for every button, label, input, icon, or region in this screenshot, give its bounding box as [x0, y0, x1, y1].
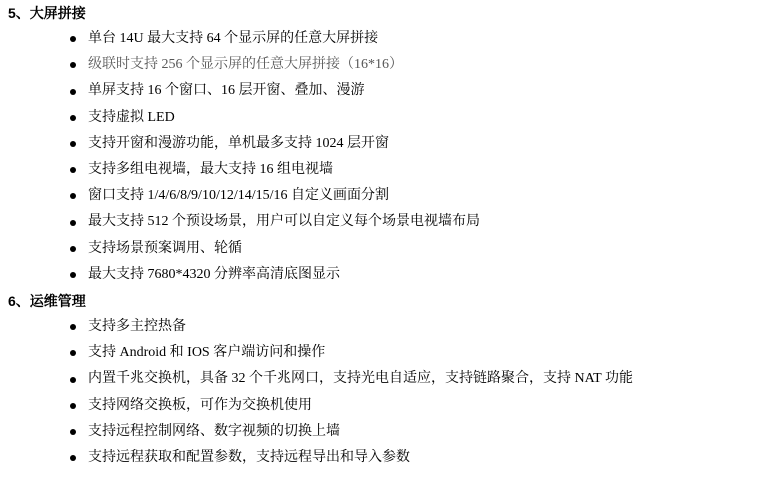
- bullet-icon: [70, 193, 76, 199]
- list-item: [0, 105, 778, 131]
- list-item: [0, 340, 778, 366]
- section-heading: 5、大屏拼接: [8, 5, 86, 21]
- list-item-text: 窗口支持 1/4/6/8/9/10/12/14/15/16 自定义画面分割: [88, 188, 390, 204]
- section-operation-maintenance: [0, 288, 778, 471]
- list-item-text: 支持场景预案调用、轮循: [88, 240, 242, 256]
- bullet-icon: [70, 167, 76, 173]
- list-item: [0, 262, 778, 288]
- list-item: [0, 131, 778, 157]
- bullet-icon: [70, 272, 76, 278]
- list-item-text: 支持虚拟 LED: [88, 109, 175, 125]
- bullet-icon: [70, 89, 76, 95]
- list-item: [0, 52, 778, 78]
- bullet-icon: [70, 36, 76, 42]
- bullet-icon: [70, 429, 76, 435]
- list-item-text: 支持网络交换板，可作为交换机使用: [88, 397, 312, 413]
- list-item-text: 级联时支持 256 个显示屏的任意大屏拼接（16*16）: [88, 57, 403, 73]
- bullet-icon: [70, 141, 76, 147]
- bullet-list: [0, 314, 778, 471]
- list-item: [0, 366, 778, 392]
- bullet-icon: [70, 377, 76, 383]
- bullet-icon: [70, 350, 76, 356]
- list-item: [0, 419, 778, 445]
- list-item-text: 支持远程获取和配置参数，支持远程导出和导入参数: [88, 450, 410, 466]
- list-item: [0, 445, 778, 471]
- list-item-text: 支持开窗和漫游功能，单机最多支持 1024 层开窗: [88, 135, 389, 151]
- bullet-icon: [70, 455, 76, 461]
- list-item-text: 支持多主控热备: [88, 319, 186, 335]
- list-item-text: 最大支持 512 个预设场景，用户可以自定义每个场景电视墙布局: [88, 214, 480, 230]
- list-item: [0, 78, 778, 104]
- bullet-list: [0, 26, 778, 288]
- section-heading: 6、运维管理: [8, 293, 86, 310]
- list-item-text: 单屏支持 16 个窗口、16 层开窗、叠加、漫游: [88, 83, 365, 99]
- bullet-icon: [70, 403, 76, 409]
- bullet-icon: [70, 246, 76, 252]
- bullet-icon: [70, 115, 76, 121]
- bullet-icon: [70, 62, 76, 68]
- list-item: [0, 183, 778, 209]
- list-item-text: 内置千兆交换机，具备 32 个千兆网口，支持光电自适应，支持链路聚合，支持 NAT 功能: [88, 371, 633, 387]
- list-item: [0, 26, 778, 52]
- bullet-icon: [70, 220, 76, 226]
- list-item: [0, 314, 778, 340]
- list-item-text: 最大支持 7680*4320 分辨率高清底图显示: [88, 266, 340, 282]
- list-item-text: 单台 14U 最大支持 64 个显示屏的任意大屏拼接: [88, 31, 379, 46]
- list-item: [0, 236, 778, 262]
- list-item-text: 支持远程控制网络、数字视频的切换上墙: [88, 423, 340, 439]
- bullet-icon: [70, 324, 76, 330]
- list-item: [0, 157, 778, 183]
- list-item: [0, 393, 778, 419]
- list-item-text: 支持 Android 和 IOS 客户端访问和操作: [88, 345, 326, 361]
- list-item: [0, 209, 778, 235]
- list-item-text: 支持多组电视墙，最大支持 16 组电视墙: [88, 162, 333, 178]
